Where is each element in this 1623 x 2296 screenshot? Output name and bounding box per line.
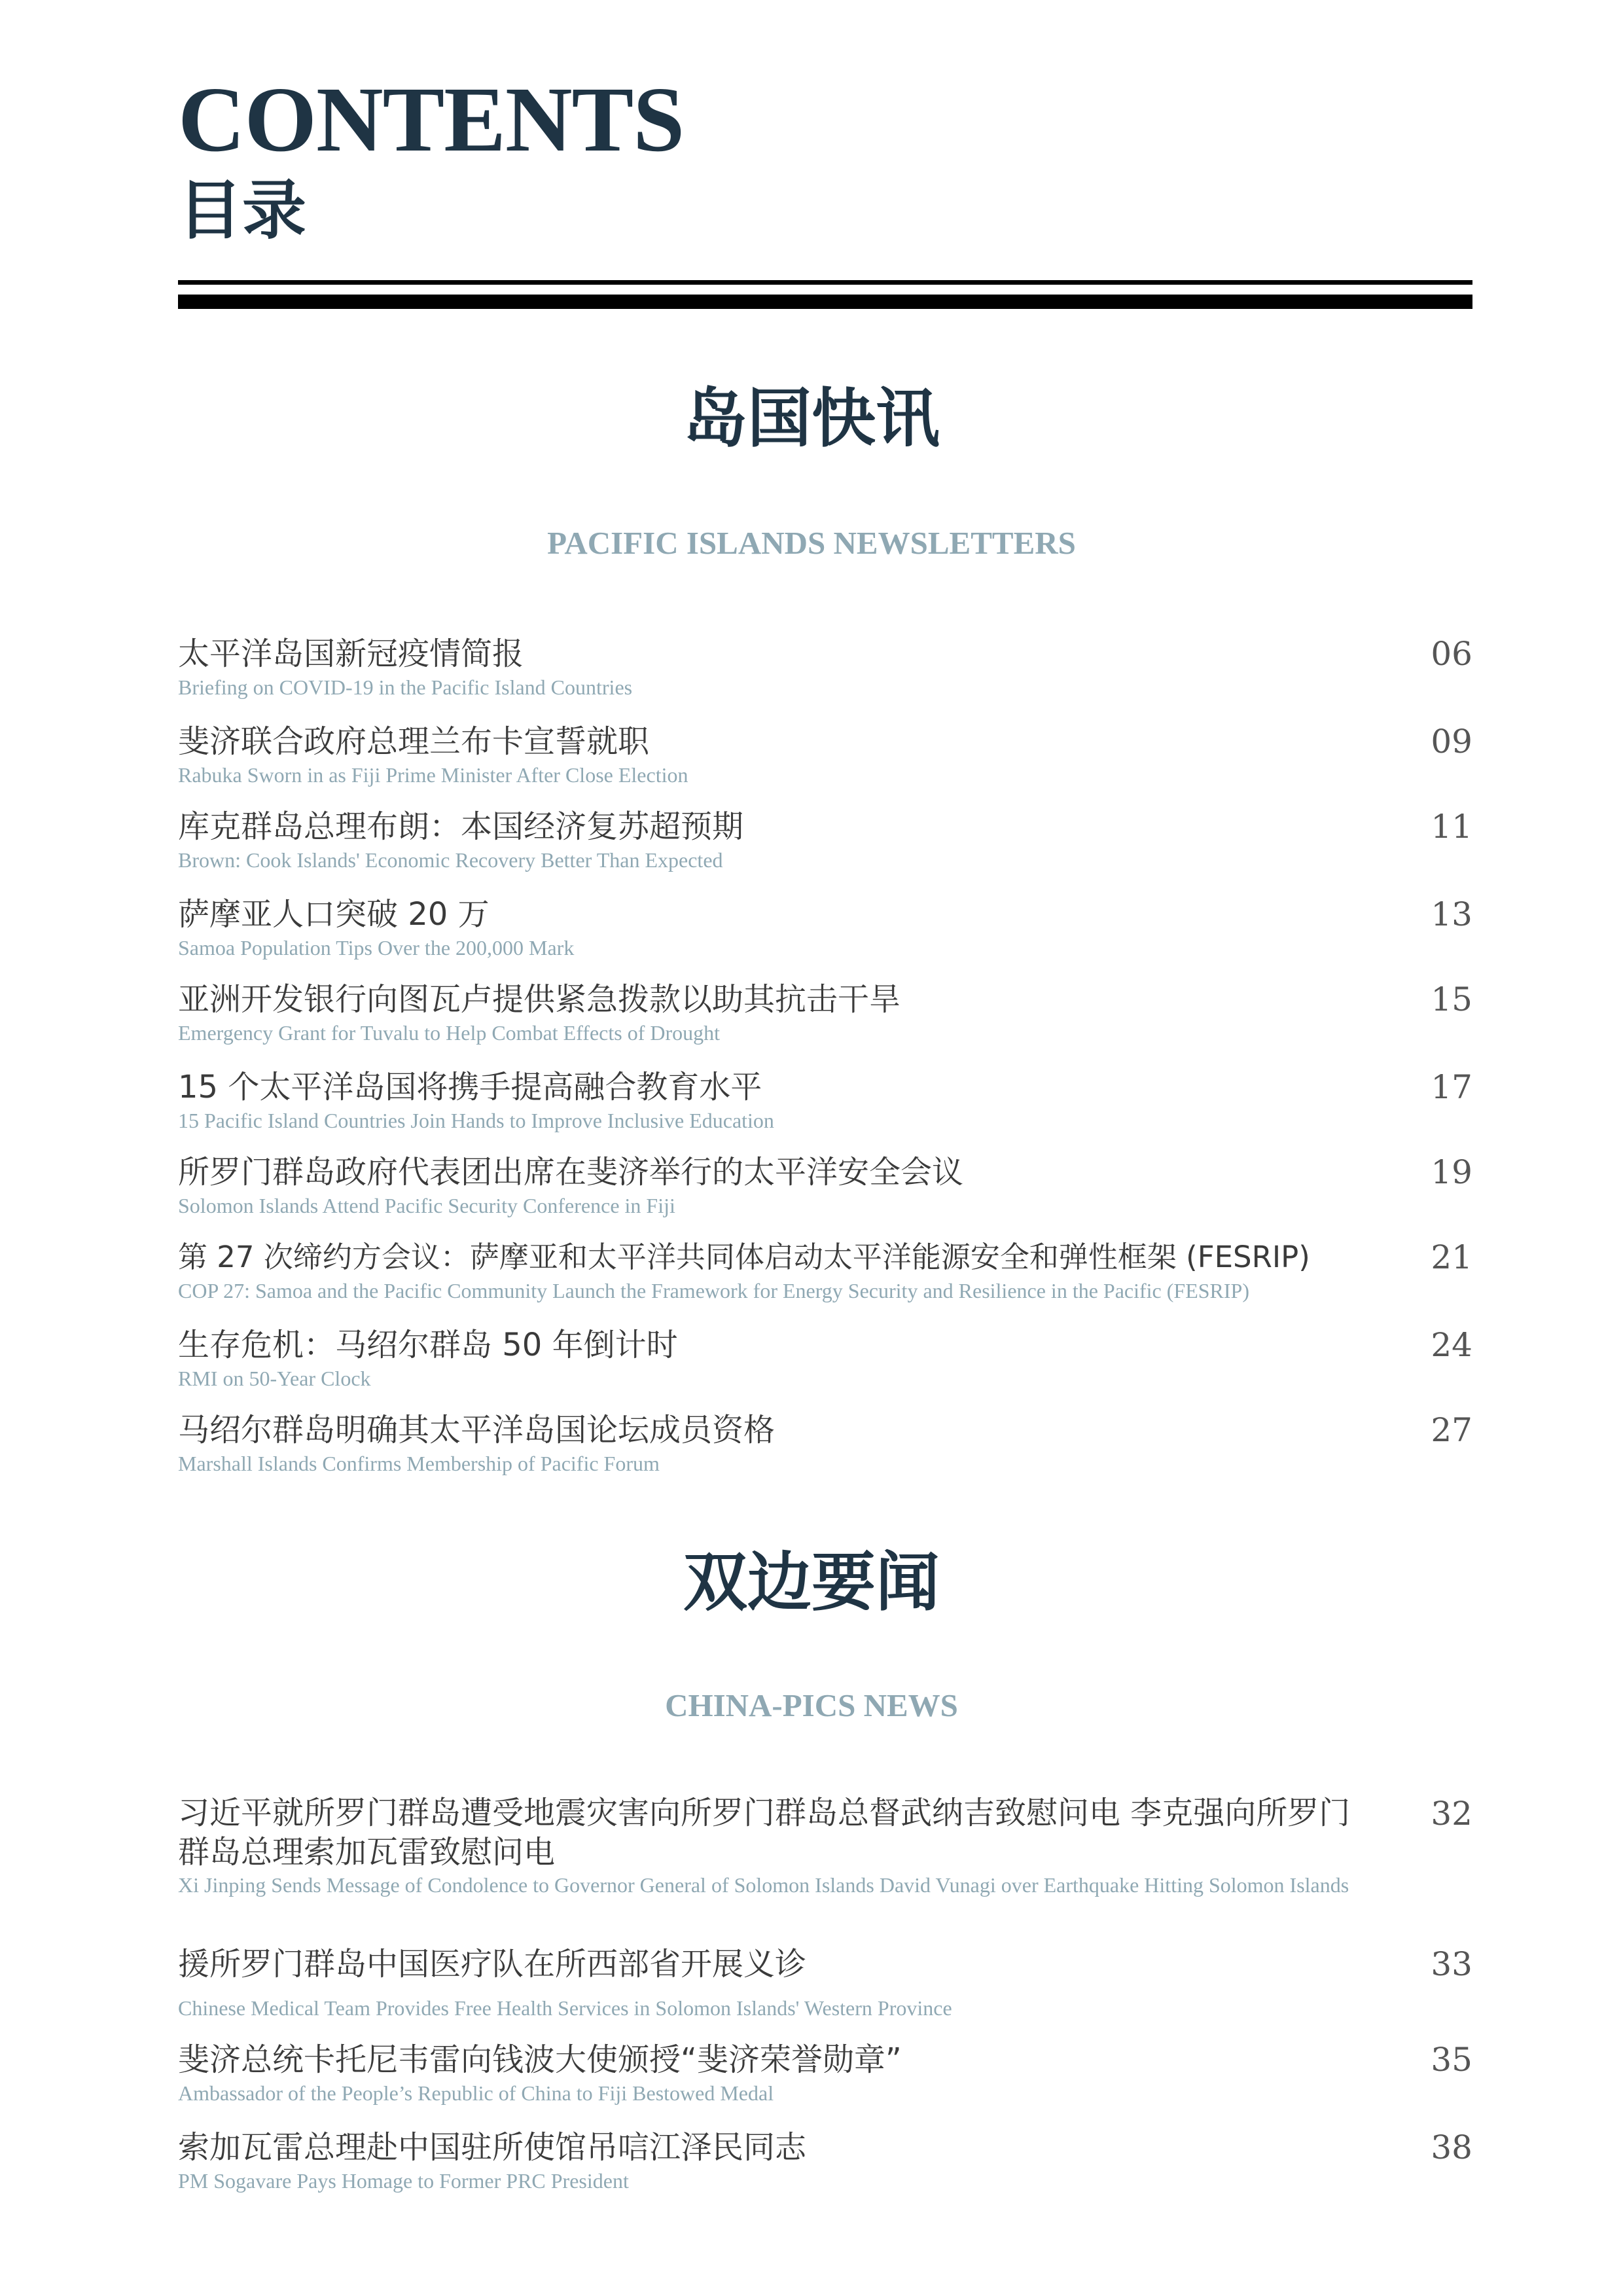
section-title: 双边要闻	[683, 1545, 940, 1620]
entry-title-cn: 第 27 次缔约方会议：萨摩亚和太平洋共同体启动太平洋能源安全和弹性框架 (FESRIP)	[178, 1240, 1310, 1274]
toc-entry[interactable]	[178, 1944, 1472, 2021]
entry-page-number: 13	[1431, 895, 1472, 933]
toc-entry[interactable]	[178, 721, 1472, 788]
contents-title: CONTENTS	[178, 67, 685, 171]
entry-title-en: Brown: Cook Islands' Economic Recovery Better Than Expected	[178, 848, 723, 872]
entry-page-number: 21	[1431, 1238, 1472, 1276]
section-title: 岛国快讯	[683, 381, 940, 456]
entry-page-number: 17	[1431, 1068, 1472, 1106]
entry-title-en: Ambassador of the People’s Republic of China to Fiji Bestowed Medal	[178, 2081, 774, 2105]
section-subtitle: PACIFIC ISLANDS NEWSLETTERS	[547, 525, 1076, 561]
entry-title-en: RMI on 50-Year Clock	[178, 1367, 371, 1390]
entry-title-cn: 马绍尔群岛明确其太平洋岛国论坛成员资格	[178, 1412, 776, 1448]
entry-title-cn: 所罗门群岛政府代表团出席在斐济举行的太平洋安全会议	[178, 1154, 964, 1191]
entry-title-en: Samoa Population Tips Over the 200,000 Mark	[178, 936, 575, 960]
header-divider-thin	[178, 280, 1472, 285]
entry-title-cn: 太平洋岛国新冠疫情简报	[178, 636, 524, 672]
entry-title-en: Xi Jinping Sends Message of Condolence to Governor General of Solomon Islands David Vunagi over Earthquake Hitting Solomon Islands	[178, 1873, 1349, 1897]
header-divider-thick	[178, 295, 1472, 309]
toc-entry[interactable]	[178, 894, 1472, 961]
toc-entry[interactable]	[178, 1237, 1472, 1304]
entry-title-cn: 生存危机：马绍尔群岛 50 年倒计时	[178, 1327, 678, 1363]
entry-title-en: PM Sogavare Pays Homage to Former PRC President	[178, 2169, 629, 2193]
entry-page-number: 38	[1431, 2128, 1472, 2166]
toc-entry[interactable]	[178, 1067, 1472, 1134]
entry-page-number: 15	[1431, 980, 1472, 1018]
entry-title-en: Emergency Grant for Tuvalu to Help Combat Effects of Drought	[178, 1021, 720, 1045]
entry-title-cn: 库克群岛总理布朗：本国经济复苏超预期	[178, 808, 744, 845]
toc-entry[interactable]	[178, 1152, 1472, 1219]
entry-title-en: Solomon Islands Attend Pacific Security Conference in Fiji	[178, 1194, 675, 1217]
entry-page-number: 24	[1431, 1326, 1472, 1364]
toc-entry[interactable]	[178, 1410, 1472, 1477]
entry-title-cn: 15 个太平洋岛国将携手提高融合教育水平	[178, 1069, 762, 1105]
entry-title-cn: 亚洲开发银行向图瓦卢提供紧急拨款以助其抗击干旱	[178, 981, 901, 1018]
toc-entry[interactable]	[178, 2039, 1472, 2106]
entry-title-cn: 斐济总统卡托尼韦雷向钱波大使颁授“斐济荣誉勋章”	[178, 2041, 902, 2078]
entry-page-number: 09	[1431, 723, 1472, 761]
entry-page-number: 06	[1431, 635, 1472, 673]
entry-title-cn: 习近平就所罗门群岛遭受地震灾害向所罗门群岛总督武纳吉致慰问电 李克强向所罗门群岛总理索加瓦雷致慰问电	[178, 1795, 1351, 1871]
toc-entry[interactable]	[178, 2127, 1472, 2194]
entry-page-number: 35	[1431, 2041, 1472, 2079]
toc-entry[interactable]	[178, 1325, 1472, 1391]
entry-title-en: Chinese Medical Team Provides Free Health Services in Solomon Islands' Western Province	[178, 1996, 952, 2020]
entry-title-cn: 斐济联合政府总理兰布卡宣誓就职	[178, 723, 650, 760]
entry-title-cn: 萨摩亚人口突破 20 万	[178, 896, 490, 933]
entry-page-number: 32	[1431, 1795, 1472, 1833]
entry-title-en: Rabuka Sworn in as Fiji Prime Minister After Close Election	[178, 763, 688, 787]
section-subtitle: CHINA-PICS NEWS	[665, 1687, 958, 1723]
toc-entry[interactable]	[178, 806, 1472, 873]
entry-title-en: COP 27: Samoa and the Pacific Community Launch the Framework for Energy Security and Resilience in the Pacific (FESRIP)	[178, 1279, 1249, 1302]
contents-title-cn: 目录	[178, 173, 307, 248]
entry-title-en: Briefing on COVID-19 in the Pacific Island Countries	[178, 675, 633, 699]
entry-title-cn: 索加瓦雷总理赴中国驻所使馆吊唁江泽民同志	[178, 2129, 807, 2166]
entry-page-number: 19	[1431, 1153, 1472, 1191]
entry-page-number: 27	[1431, 1411, 1472, 1449]
toc-entry[interactable]	[178, 979, 1472, 1046]
entry-title-en: Marshall Islands Confirms Membership of Pacific Forum	[178, 1452, 660, 1475]
entry-title-cn: 援所罗门群岛中国医疗队在所西部省开展义诊	[178, 1946, 807, 1982]
toc-entry[interactable]	[178, 634, 1472, 700]
entry-page-number: 33	[1431, 1945, 1472, 1983]
entry-title-en: 15 Pacific Island Countries Join Hands to Improve Inclusive Education	[178, 1109, 774, 1132]
entry-page-number: 11	[1431, 808, 1472, 846]
toc-entry[interactable]	[178, 1793, 1472, 1898]
